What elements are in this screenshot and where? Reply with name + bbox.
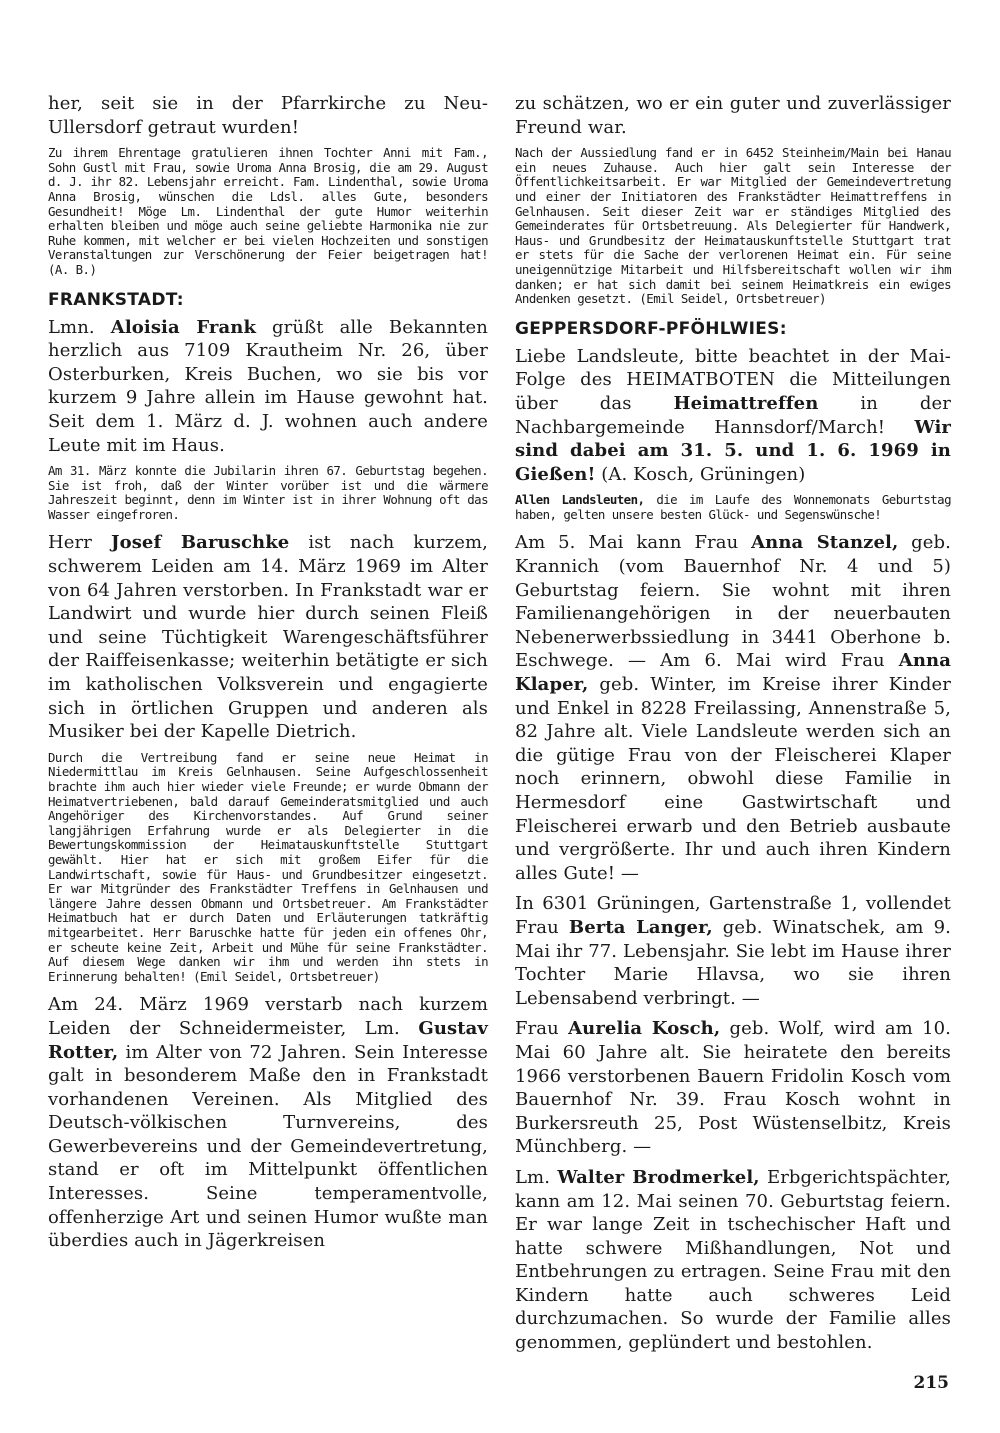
text-segment: Herr xyxy=(48,532,111,554)
bold-name: Anna Klaper, xyxy=(515,650,951,696)
paragraph xyxy=(48,993,488,1253)
page-number: 215 xyxy=(913,1372,949,1393)
paragraph xyxy=(515,892,951,1010)
bold-name: Allen Landsleuten, xyxy=(515,492,645,508)
paragraph xyxy=(515,92,951,139)
text-segment: Lmn. xyxy=(48,316,111,338)
text-segment: Durch die Vertreibung fand er seine neue Heimat in Niedermittlau im Kreis Gelnhausen. Seine Aufgeschlossenheit brachte ihm auch hier wieder viele Freunde; er wurde Obmann der Heimatvertriebenen, bald darauf Gemeinderatsmitglied und auch Angehöriger des Kirchenvorstandes. Auf Grund seiner langjährigen Erfahrung wurde er als Delegierter in die Bewertungskommission der Heimatauskunftstelle Stuttgart gewählt. Hier hat er sich mit großem Eifer für die Landwirtschaft, sowie für Haus- und Grundbesitzer eingesetzt. Er war Mitgründer des Frankstädter Treffens in Gelnhausen und längere Jahre dessen Obmann und Ortsbetreuer. Am Frankstädter Heimatbuch hat er durch Daten und Erläuterungen tatkräftig mitgearbeitet. Herr Baruschke hatte für jeden ein offenes Ohr, er scheute keine Zeit, Arbeit und Mühe für seine Frankstädter. Auf diesem Wege danken wir ihm und werden ihn stets in Erinnerung behalten! (Emil Seidel, Ortsbetreuer) xyxy=(48,749,488,984)
small-paragraph xyxy=(48,146,488,277)
paragraph xyxy=(515,345,951,487)
bold-name: Anna Stanzel, xyxy=(751,532,899,554)
text-segment: ist nach kurzem, schwerem Leiden am 14. März 1969 im Alter von 64 Jahren verstorben. In Frankstadt war er Landwirt und wurde hier durch seinen Fleiß und seine Tüchtigkeit Warengeschäftsführer der Raiffeisenkasse; weiterhin betätigte er sich im katholischen Volksverein und engagierte sich in örtlichen Gruppen und anderen als Musiker bei der Kapelle Dietrich. xyxy=(48,532,489,743)
right-column xyxy=(515,92,951,1393)
text-segment: her, seit sie in der Pfarrkirche zu Neu-Ullersdorf getraut wurden! xyxy=(48,93,488,138)
text-segment: im Alter von 72 Jahren. Sein Interesse galt in besonderem Maße den in Frankstadt vorhandenen Vereinen. Als Mitglied des Deutsch-völkischen Turnvereins, des Gewerbevereins und der Gemeindevertretung, stand er oft im Mittelpunkt öffentlichen Interesses. Seine temperamentvolle, offenherzige Art und seinen Humor wußte man überdies auch in Jägerkreisen xyxy=(48,1041,488,1252)
small-paragraph xyxy=(48,751,488,985)
text-segment: geb. Winter, im Kreise ihrer Kinder und Enkel in 8228 Freilassing, Annenstraße 5, 82 Jahre alt. Viele Landsleute werden sich an die gütige Frau von der Fleischerei Klaper noch erinnern, obwohl diese Familie in Hermesdorf eine Gastwirtschaft und Fleischerei erwarb und den Betrieb ausbaute und vergrößerte. Ihr und auch ihren Kindern alles Gute! — xyxy=(515,674,951,884)
text-segment: Lm. xyxy=(515,1166,558,1188)
text-segment: (A. Kosch, Grüningen) xyxy=(595,463,806,485)
bold-name: Gustav Rotter, xyxy=(48,1017,488,1063)
text-segment: geb. Winatschek, am 9. Mai ihr 77. Lebensjahr. Sie lebt im Hause ihrer Tochter Marie Hlavsa, wo sie ihren Lebensabend verbringt. — xyxy=(515,916,951,1009)
text-segment: geb. Krannich (vom Bauernhof Nr. 4 und 5) Geburtstag feiern. Sie wohnt mit ihren Familienangehörigen in der neuerbauten Nebenerwerbssiedlung in 3441 Oberhone b. Eschwege. — Am 6. Mai wird Frau xyxy=(515,532,952,672)
paragraph xyxy=(48,531,488,743)
text-segment: geb. Wolf, wird am 10. Mai 60 Jahre alt. Sie heiratete den bereits 1966 verstorbenen Bauern Fridolin Kosch vom Bauernhof Nr. 39. Frau Kosch wohnt in Burkersreuth 25, Post Wüstenselbitz, Kreis Münchberg. — xyxy=(515,1018,951,1158)
text-segment: In 6301 Grüningen, Gartenstraße 1, vollendet Frau xyxy=(515,893,951,938)
bold-name: Walter Brodmerkel, xyxy=(557,1166,760,1188)
text-segment: Erbgerichtspächter, kann am 12. Mai seinen 70. Geburtstag feiern. Er war lange Zeit in tschechischer Haft und hatte schwere Mißhandlungen, Not und Entbehrungen zu ertragen. Seine Frau mit den Kindern hatte auch schweres Leid durchzumachen. So wurde der Familie alles genommen, geplündert und bestohlen. xyxy=(515,1166,951,1354)
text-segment: Am 24. März 1969 verstarb nach kurzem Leiden der Schneidermeister, Lm. xyxy=(48,994,488,1039)
paragraph xyxy=(48,92,488,139)
bold-name: Berta Langer, xyxy=(568,916,713,938)
text-segment: Am 5. Mai kann Frau xyxy=(515,532,752,554)
paragraph xyxy=(515,1017,951,1159)
text-segment: grüßt alle Bekannten herzlich aus 7109 Krautheim Nr. 26, über Osterburken, Kreis Buchen, wo sie bis vor kurzem 9 Jahre allein im Hause gewohnt hat. Seit dem 1. März d. J. wohnen auch andere Leute mit im Haus. xyxy=(48,316,488,456)
bold-name: Aloisia Frank xyxy=(110,316,257,338)
paragraph xyxy=(515,1166,951,1355)
left-column xyxy=(48,92,488,1260)
text-segment: Am 31. März konnte die Jubilarin ihren 67. Geburtstag begehen. Sie ist froh, daß der Winter vorüber ist und die wärmere Jahreszeit beginnt, denn im Winter ist in ihrer Wohnung oft das Wasser eingefroren. xyxy=(48,463,488,522)
text-segment: die im Laufe des Wonnemonats Geburtstag haben, gelten unsere besten Glück- und Segenswünsche! xyxy=(515,492,951,522)
text-segment: FRANKSTADT: xyxy=(48,289,184,310)
small-paragraph xyxy=(48,464,488,522)
small-paragraph xyxy=(515,493,951,522)
paragraph xyxy=(48,316,488,458)
small-paragraph xyxy=(515,146,951,307)
bold-name: Wir sind dabei am 31. 5. und 1. 6. 1969 in Gießen! xyxy=(515,416,951,485)
text-segment: GEPPERSDORF-PFÖHLWIES: xyxy=(515,318,787,339)
text-segment: Liebe Landsleute, bitte beachtet in der Mai-Folge des HEIMATBOTEN die Mitteilungen über das xyxy=(515,345,951,414)
text-segment: Nach der Aussiedlung fand er in 6452 Steinheim/Main bei Hanau ein neues Zuhause. Auch hier galt sein Interesse der Öffentlichkeitsarbeit. Er war Mitglied der Gemeindevertretung und einer der Initiatoren des Frankstädter Heimattreffens in Gelnhausen. Seit dieser Zeit war er ständiges Mitglied des Gemeinderates für Ortsbetreuung. Als Delegierter für Handwerk, Haus- und Grundbesitz der Heimatauskunftstelle Stuttgart trat er stets für die Sache der verlorenen Heimat ein. Für seine uneigennützige Mitarbeit und Hilfsbereitschaft wollen wir ihm danken; er hat sich damit bei seinem Heimatkreis ein ewiges Andenken gesetzt. (Emil Seidel, Ortsbetreuer) xyxy=(515,145,951,307)
bold-name: Aurelia Kosch, xyxy=(568,1018,721,1040)
section-heading xyxy=(515,319,951,339)
text-segment: Zu ihrem Ehrentage gratulieren ihnen Tochter Anni mit Fam., Sohn Gustl mit Frau, sowie Uroma Anna Brosig, die am 29. August d. J. ihr 82. Lebensjahr erreicht. Fam. Lindenthal, sowie Uroma Anna Brosig, wünschen die Ldsl. alles Gute, besonders Gesundheit! Möge Lm. Lindenthal der gute Humor weiterhin erhalten bleiben und möge auch seine geliebte Harmonika nie zur Ruhe kommen, mit welcher er bei vielen Hochzeiten und sonstigen Veranstaltungen zur Verschönerung der Feier beigetragen hat! (A. B.) xyxy=(48,145,488,277)
text-segment: Frau xyxy=(515,1018,569,1040)
text-segment: in der Nachbargemeinde Hannsdorf/March! xyxy=(515,392,951,438)
bold-name: Josef Baruschke xyxy=(110,532,290,554)
paragraph xyxy=(515,531,951,885)
text-segment: zu schätzen, wo er ein guter und zuverlässiger Freund war. xyxy=(515,93,951,138)
section-heading xyxy=(48,290,488,310)
bold-name: Heimattreffen xyxy=(673,392,819,414)
